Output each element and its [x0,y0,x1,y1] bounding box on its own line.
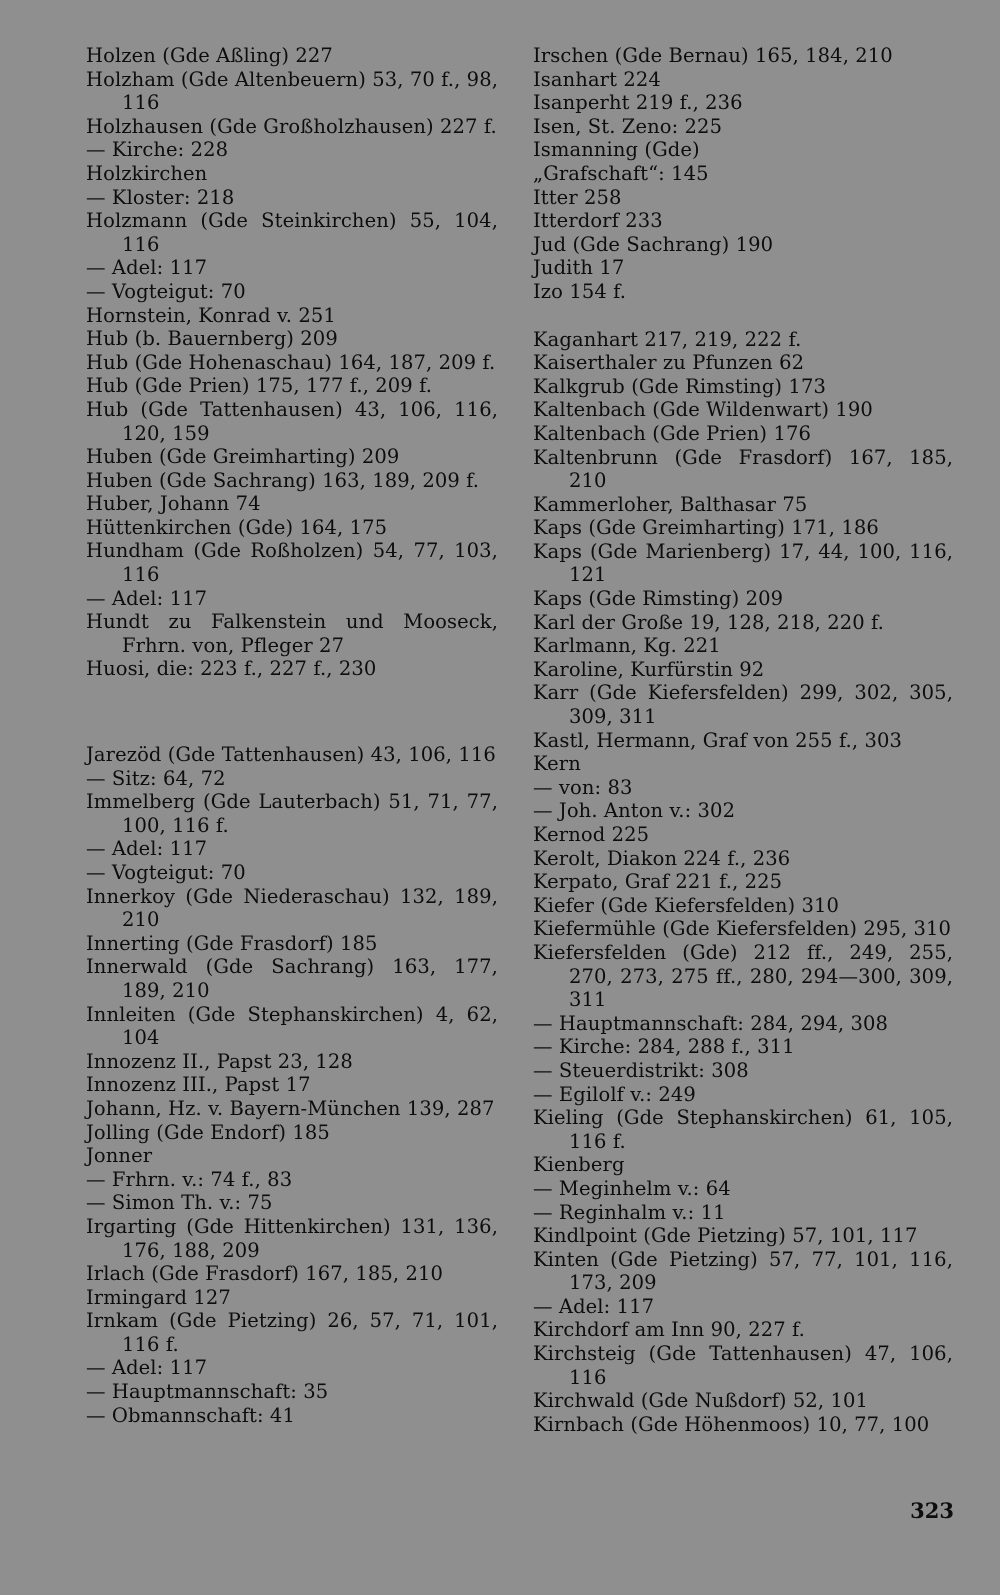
index-entry: — Hauptmannschaft: 284, 294, 308 [533,1011,889,1035]
index-entry: Karlmann, Kg. 221 [533,634,721,658]
index-entry: Kaltenbach (Gde Wildenwart) 190 [533,398,873,422]
index-entry: Kerpato, Graf 221 f., 225 [533,870,783,894]
index-entry: — Vogteigut: 70 [86,861,246,884]
index-entry: Huben (Gde Sachrang) 163, 189, 209 f. [86,468,480,492]
index-entry: Izo 154 f. [533,279,627,303]
index-entry: Innozenz III., Papst 17 [86,1073,311,1097]
index-entry: Johann, Hz. v. Bayern-München 139, 287 [86,1096,495,1120]
index-entry: Itter 258 [533,185,622,209]
index-entry: — Adel: 117 [86,1356,208,1380]
index-entry: Kaps (Gde Greimharting) 171, 186 [533,516,879,540]
index-entry: Hub (Gde Tattenhausen) 43, 106, 116, 120, 159 [86,397,498,445]
index-entry: Jarezöd (Gde Tattenhausen) 43, 106, 116 [86,743,496,767]
index-entry: — Kirche: 284, 288 f., 311 [533,1035,795,1059]
index-entry: Holzhausen (Gde Großholzhausen) 227 f. [86,114,497,138]
index-entry: — Joh. Anton v.: 302 [533,799,736,823]
index-entry: Hundt zu Falkenstein und Mooseck, Frhrn. von, Pfleger 27 [86,610,498,657]
index-entry: Hundham (Gde Roßholzen) 54, 77, 103, 116 [86,539,498,587]
index-entry: Kirnbach (Gde Höhenmoos) 10, 77, 100 [533,1412,930,1436]
index-entry: Jonner [86,1144,153,1168]
index-entry: Irschen (Gde Bernau) 165, 184, 210 [533,44,893,67]
index-entry: Kaiserthaler zu Pfunzen 62 [533,351,805,375]
index-entry: Innozenz II., Papst 23, 128 [86,1049,353,1073]
index-entry: Kiefer (Gde Kiefersfelden) 310 [533,893,840,917]
index-entry: Innleiten (Gde Stephanskirchen) 4, 62, 104 [86,1002,498,1050]
index-entry: Irlach (Gde Frasdorf) 167, 185, 210 [86,1262,443,1286]
index-entry: — Adel: 117 [86,837,208,861]
index-entry: Huber, Johann 74 [86,492,261,516]
index-entry: Isen, St. Zeno: 225 [533,114,723,138]
index-entry: Karoline, Kurfürstin 92 [533,657,765,681]
index-entry: Karr (Gde Kiefersfelden) 299, 302, 305, 309, 311 [533,681,953,729]
index-entry: Kernod 225 [533,823,650,846]
index-entry: Kastl, Hermann, Graf von 255 f., 303 [533,728,902,752]
index-entry: Kindlpoint (Gde Pietzing) 57, 101, 117 [533,1224,918,1248]
index-entry: Kammerloher, Balthasar 75 [533,492,808,516]
index-entry: Holzkirchen [86,161,208,185]
index-entry: Karl der Große 19, 128, 218, 220 f. [533,610,884,634]
index-entry: Hub (Gde Prien) 175, 177 f., 209 f. [86,374,433,398]
index-entry: Kaganhart 217, 219, 222 f. [533,327,802,351]
index-entry: Kerolt, Diakon 224 f., 236 [533,846,791,870]
index-entry: Kienberg [533,1153,625,1177]
index-entry: Isanhart 224 [533,67,661,91]
index-entry: Kalkgrub (Gde Rimsting) 173 [533,374,826,398]
index-entry: — Adel: 117 [533,1294,655,1318]
index-entry: Jolling (Gde Endorf) 185 [86,1120,330,1144]
index-entry: — Kirche: 228 [86,138,229,162]
page-number: 323 [910,1498,954,1523]
right-index-column [533,44,953,1436]
index-entry: — Obmannschaft: 41 [86,1403,295,1427]
index-entry: Irgarting (Gde Hittenkirchen) 131, 136, 176, 188, 209 [86,1214,498,1262]
index-entry: Kirchdorf am Inn 90, 227 f. [533,1318,805,1342]
index-entry: Kinten (Gde Pietzing) 57, 77, 101, 116, 173, 209 [533,1247,953,1295]
index-entry: Judith 17 [533,256,625,280]
index-entry: „Grafschaft“: 145 [533,161,709,185]
index-entry: — Sitz: 64, 72 [86,766,226,790]
index-entry: Kern [533,752,581,776]
index-entry: — Adel: 117 [86,256,208,280]
left-index-column [86,44,498,1427]
index-entry: Kaps (Gde Marienberg) 17, 44, 100, 116, 121 [533,539,953,587]
index-entry: Holzen (Gde Aßling) 227 [86,44,333,67]
index-entry: — Simon Th. v.: 75 [86,1191,273,1215]
index-entry: Kaltenbrunn (Gde Frasdorf) 167, 185, 210 [533,445,953,493]
index-entry: — von: 83 [533,775,633,799]
index-entry: Irmingard 127 [86,1285,231,1309]
index-entry: Immelberg (Gde Lauterbach) 51, 71, 77, 100, 116 f. [86,790,498,837]
index-entry: — Frhrn. v.: 74 f., 83 [86,1167,293,1191]
index-entry: Hub (b. Bauernberg) 209 [86,327,338,351]
index-entry: — Meginhelm v.: 64 [533,1176,731,1200]
index-entry: Innerting (Gde Frasdorf) 185 [86,931,378,955]
index-entry: Hub (Gde Hohenaschau) 164, 187, 209 f. [86,350,496,374]
index-entry: — Reginhalm v.: 11 [533,1200,726,1224]
section-gap [533,304,953,328]
index-entry: Irnkam (Gde Pietzing) 26, 57, 71, 101, 116 f. [86,1309,498,1356]
index-entry: — Adel: 117 [86,586,208,610]
index-entry: — Hauptmannschaft: 35 [86,1380,329,1404]
index-entry: Innerkoy (Gde Niederaschau) 132, 189, 210 [86,884,498,932]
index-entry: Itterdorf 233 [533,209,663,233]
index-entry: Jud (Gde Sachrang) 190 [533,232,774,256]
index-entry: Hüttenkirchen (Gde) 164, 175 [86,515,388,539]
index-entry: Holzham (Gde Altenbeuern) 53, 70 f., 98, 116 [86,67,498,115]
index-entry: — Vogteigut: 70 [86,279,246,303]
index-entry: Hornstein, Konrad v. 251 [86,303,336,327]
index-entry: Kieling (Gde Stephanskirchen) 61, 105, 116 f. [533,1106,953,1153]
index-entry: Huben (Gde Greimharting) 209 [86,445,400,469]
index-entry: Holzmann (Gde Steinkirchen) 55, 104, 116 [86,209,498,256]
section-gap [86,681,498,743]
index-entry: Kaltenbach (Gde Prien) 176 [533,421,811,445]
index-entry: Kaps (Gde Rimsting) 209 [533,587,784,611]
index-entry: — Steuerdistrikt: 308 [533,1058,749,1082]
index-entry: Kirchsteig (Gde Tattenhausen) 47, 106, 116 [533,1342,953,1389]
index-entry: Huosi, die: 223 f., 227 f., 230 [86,657,377,681]
index-entry: — Kloster: 218 [86,185,235,209]
index-entry: Kiefermühle (Gde Kiefersfelden) 295, 310 [533,917,952,941]
index-entry: Isanperht 219 f., 236 [533,91,743,115]
index-entry: — Egilolf v.: 249 [533,1082,696,1106]
index-entry: Innerwald (Gde Sachrang) 163, 177, 189, 210 [86,955,498,1002]
index-entry: Kirchwald (Gde Nußdorf) 52, 101 [533,1389,868,1413]
index-entry: Kiefersfelden (Gde) 212 ff., 249, 255, 270, 273, 275 ff., 280, 294—300, 309, 311 [533,940,953,1012]
index-entry: Ismanning (Gde) [533,138,700,162]
